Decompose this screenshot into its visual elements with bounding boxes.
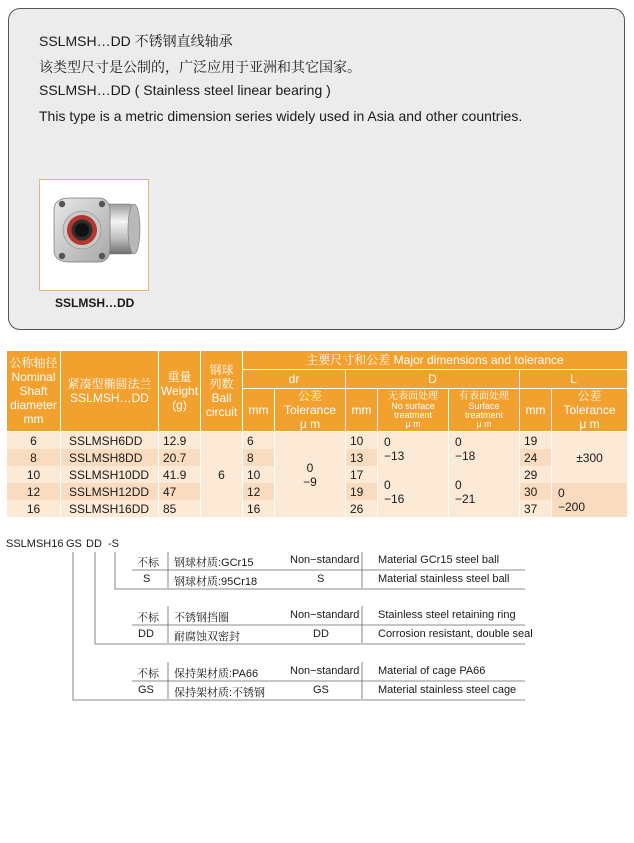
- cell-D-nosurf-tol-group1: 0 −13: [378, 432, 449, 467]
- g2-code-desc-en: Corrosion resistant, double seal: [378, 628, 533, 640]
- header-weight: 重量 Weight (g): [159, 351, 201, 432]
- cell-D-surf-tol-group2: 0 −21: [449, 466, 520, 517]
- cell-dr: 12: [243, 483, 275, 500]
- cell-D: 26: [346, 500, 378, 517]
- header-L-mm: mm: [520, 389, 552, 432]
- code-base: SSLMSH16: [6, 538, 64, 550]
- header-model: 紧凑型椭圆法兰 SSLMSH…DD: [61, 351, 159, 432]
- header-D-mm: mm: [346, 389, 378, 432]
- cell-dr: 8: [243, 449, 275, 466]
- cell-dr: 6: [243, 432, 275, 450]
- g2-std-label: 不标: [137, 612, 159, 624]
- g2-code-desc-cn: 耐腐蚀双密封: [174, 631, 240, 643]
- description-chinese: 该类型尺寸是公制的，广泛应用于亚洲和其它国家。: [39, 59, 361, 75]
- g1-code-desc-en: Material stainless steel ball: [378, 573, 510, 585]
- cell-model: SSLMSH10DD: [61, 466, 159, 483]
- cell-model: SSLMSH12DD: [61, 483, 159, 500]
- g2-std-desc-en: Stainless steel retaining ring: [378, 609, 516, 621]
- g3-std-code: Non−standard: [290, 665, 360, 677]
- header-L-tolerance: 公差 Tolerance μ m: [552, 389, 628, 432]
- header-ball-circuit: 钢球 列数 Ball circuit: [201, 351, 243, 432]
- header-D: D: [346, 370, 520, 389]
- cell-ball-circuit: 6: [201, 432, 243, 518]
- g3-code-desc-cn: 保持架材质:不锈钢: [174, 687, 266, 699]
- product-intro-panel: [8, 8, 625, 330]
- cell-model: SSLMSH8DD: [61, 449, 159, 466]
- header-nominal-shaft: 公称轴径 Nominal Shaft diameter mm: [7, 351, 61, 432]
- g1-std-label: 不标: [137, 557, 159, 569]
- header-surface-treatment: 有表面处理 Surface treatment μ m: [449, 389, 520, 432]
- g2-std-code: Non−standard: [290, 609, 360, 621]
- cell-shaft: 6: [7, 432, 61, 450]
- header-no-surface-treatment: 无表面处理 No surface treatment μ m: [378, 389, 449, 432]
- cell-D-surf-tol-group1: 0 −18: [449, 432, 520, 467]
- cell-weight: 85: [159, 500, 201, 517]
- cell-dr: 16: [243, 500, 275, 517]
- cell-L-tol-group2: 0 −200: [552, 483, 628, 517]
- code-gs: GS: [66, 538, 82, 550]
- g2-std-desc-cn: 不锈钢挡圈: [174, 612, 229, 624]
- title-english: SSLMSH…DD ( Stainless steel linear bearing ): [39, 82, 331, 98]
- cell-weight: 41.9: [159, 466, 201, 483]
- g1-code-label: S: [143, 573, 151, 585]
- g3-std-label: 不标: [137, 668, 159, 680]
- g1-std-desc-cn: 钢球材质:GCr15: [174, 557, 254, 569]
- cell-shaft: 10: [7, 466, 61, 483]
- g1-code: S: [317, 573, 325, 585]
- g3-std-desc-en: Material of cage PA66: [378, 665, 486, 677]
- cell-D: 13: [346, 449, 378, 466]
- g3-code-desc-en: Material stainless steel cage: [378, 684, 517, 696]
- header-dr-mm: mm: [243, 389, 275, 432]
- dimension-table: [6, 350, 628, 517]
- cell-D: 19: [346, 483, 378, 500]
- image-caption: SSLMSH…DD: [55, 296, 135, 310]
- code-s: -S: [108, 538, 119, 550]
- g3-code: GS: [313, 684, 329, 696]
- header-dr-tolerance: 公差 Tolerance μ m: [275, 389, 346, 432]
- g3-code-label: GS: [138, 684, 154, 696]
- cell-L-tol-group1: ±300: [552, 432, 628, 484]
- cell-L: 30: [520, 483, 552, 500]
- cell-D: 17: [346, 466, 378, 483]
- linear-bearing-illustration: [40, 180, 148, 290]
- cell-shaft: 8: [7, 449, 61, 466]
- code-dd: DD: [86, 538, 102, 550]
- g2-code-label: DD: [138, 628, 154, 640]
- cell-L: 37: [520, 500, 552, 517]
- title-chinese: SSLMSH…DD 不锈钢直线轴承: [39, 33, 233, 49]
- g1-std-code: Non−standard: [290, 554, 360, 566]
- product-image: [39, 179, 149, 291]
- cell-weight: 47: [159, 483, 201, 500]
- cell-D-nosurf-tol-group2: 0 −16: [378, 466, 449, 517]
- model-designation-diagram: [0, 530, 634, 710]
- table-row: [7, 432, 628, 450]
- cell-D: 10: [346, 432, 378, 450]
- cell-weight: 20.7: [159, 449, 201, 466]
- header-L: L: [520, 370, 628, 389]
- cell-dr-tolerance: 0 −9: [275, 432, 346, 518]
- g3-std-desc-cn: 保持架材质:PA66: [174, 668, 259, 680]
- cell-L: 29: [520, 466, 552, 483]
- cell-dr: 10: [243, 466, 275, 483]
- cell-shaft: 12: [7, 483, 61, 500]
- header-dr: dr: [243, 370, 346, 389]
- cell-model: SSLMSH6DD: [61, 432, 159, 450]
- g2-code: DD: [313, 628, 329, 640]
- cell-shaft: 16: [7, 500, 61, 517]
- cell-L: 24: [520, 449, 552, 466]
- cell-L: 19: [520, 432, 552, 450]
- g1-std-desc-en: Material GCr15 steel ball: [378, 554, 500, 566]
- header-major-dimensions: 主要尺寸和公差 Major dimensions and tolerance: [243, 351, 628, 370]
- cell-model: SSLMSH16DD: [61, 500, 159, 517]
- description-english: This type is a metric dimension series widely used in Asia and other countries.: [39, 108, 523, 124]
- cell-weight: 12.9: [159, 432, 201, 450]
- g1-code-desc-cn: 钢球材质:95Cr18: [174, 576, 258, 588]
